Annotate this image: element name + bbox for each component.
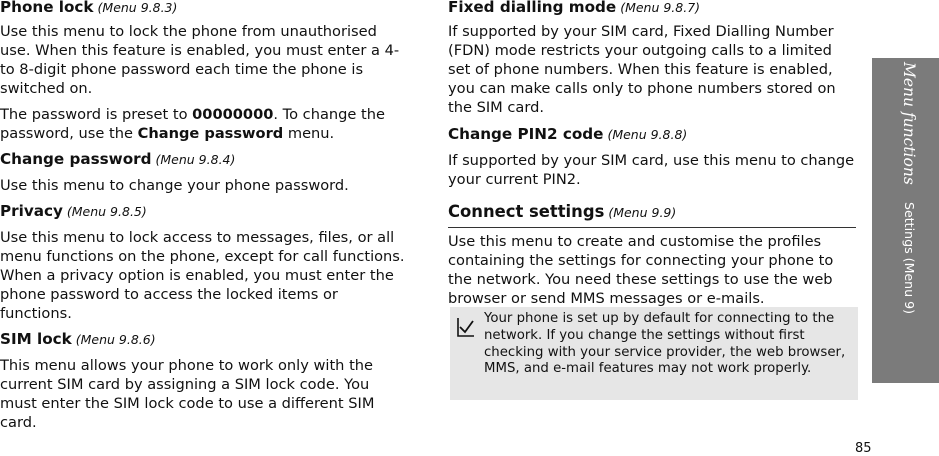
section-divider xyxy=(448,227,856,228)
pin2-body: If supported by your SIM card, use this menu to change your current PIN2. xyxy=(448,152,855,188)
side-tab-title: Menu functions xyxy=(900,62,918,185)
connect-settings-heading xyxy=(448,202,858,223)
connect-settings-title: Connect settings xyxy=(448,202,605,221)
phone-lock-title: Phone lock xyxy=(0,0,94,16)
password-note-prefix: The password is preset to xyxy=(0,106,193,123)
note-text: Your phone is set up by default for connecting to the network. If you change the settings without first checking with your service provider, the web browser, MMS, and e-mail features may not work properly. xyxy=(484,311,846,377)
connect-settings-menu-ref: (Menu 9.9) xyxy=(608,205,677,220)
sim-lock-heading xyxy=(0,330,410,349)
phone-lock-body: Use this menu to lock the phone from unauthorised use. When this feature is enabled, you must enter a 4- to 8-digit phone password each time the phone is switched on. xyxy=(0,23,400,97)
connect-settings-body: Use this menu to create and customise the profiles containing the settings for connecting your phone to the network. You need these settings to use the web browser or send MMS messages or e-mails. xyxy=(448,233,834,307)
side-tab xyxy=(872,58,939,383)
right-column xyxy=(448,0,858,308)
sim-lock-body: This menu allows your phone to work only with the current SIM card by assigning a SIM lock code. You must enter the SIM lock code to use a different SIM card. xyxy=(0,357,375,431)
change-password-title: Change password xyxy=(0,150,152,168)
left-column xyxy=(0,0,410,432)
phone-lock-heading xyxy=(0,0,410,17)
checkmark-note-icon xyxy=(456,317,476,337)
phone-lock-menu-ref: (Menu 9.8.3) xyxy=(97,0,178,15)
change-password-body: Use this menu to change your phone password. xyxy=(0,177,349,194)
phone-lock-password-note xyxy=(0,105,410,143)
pin2-heading xyxy=(448,125,858,144)
change-password-menu-name: Change password xyxy=(137,125,284,142)
privacy-menu-ref: (Menu 9.8.5) xyxy=(66,204,147,219)
password-note-suffix: menu. xyxy=(283,125,335,142)
fdn-title: Fixed dialling mode xyxy=(448,0,617,16)
change-password-menu-ref: (Menu 9.8.4) xyxy=(155,152,236,167)
sim-lock-menu-ref: (Menu 9.8.6) xyxy=(75,332,156,347)
privacy-heading xyxy=(0,202,410,221)
pin2-title: Change PIN2 code xyxy=(448,125,604,143)
side-tab-label xyxy=(889,62,919,380)
change-password-heading xyxy=(0,150,410,169)
fdn-menu-ref: (Menu 9.8.7) xyxy=(620,0,701,15)
privacy-body: Use this menu to lock access to messages, files, or all menu functions on the phone, except for call functions. When a privacy option is enabled, you must enter the phone password to access the locked items or functions. xyxy=(0,229,405,322)
default-password: 00000000 xyxy=(192,106,274,123)
page-number: 85 xyxy=(855,441,872,456)
privacy-title: Privacy xyxy=(0,202,63,220)
note-box xyxy=(450,307,858,400)
password-note-middle: . To change the password, use the xyxy=(0,106,385,142)
fdn-body: If supported by your SIM card, Fixed Dialling Number (FDN) mode restricts your outgoing calls to a limited set of phone numbers. When this feature is enabled, you can make calls only to phone numbers stored on the SIM card. xyxy=(448,23,836,116)
pin2-menu-ref: (Menu 9.8.8) xyxy=(607,127,688,142)
side-tab-subtitle: Settings (Menu 9) xyxy=(902,201,917,314)
sim-lock-title: SIM lock xyxy=(0,330,72,348)
fdn-heading xyxy=(448,0,858,17)
